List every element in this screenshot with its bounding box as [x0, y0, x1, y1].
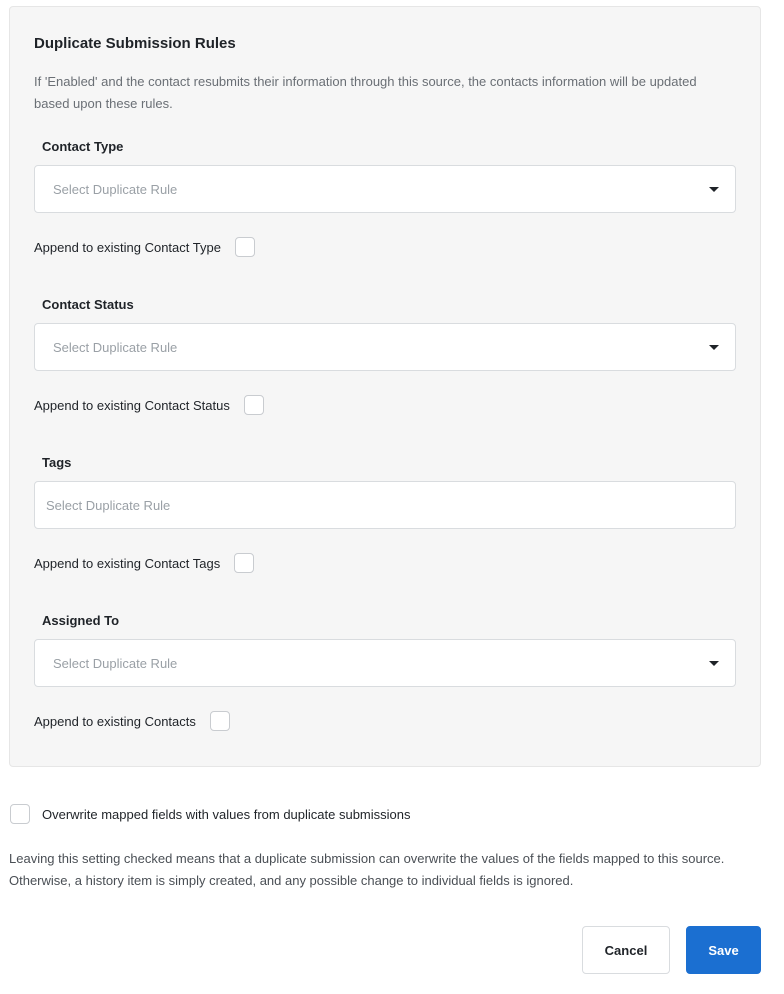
append-contact-type-row [34, 237, 255, 257]
contact-status-label: Contact Status [42, 297, 134, 312]
chevron-down-icon [709, 187, 719, 192]
append-contact-tags-row [34, 553, 254, 573]
contact-status-select[interactable] [34, 323, 736, 371]
tags-placeholder: Select Duplicate Rule [46, 498, 171, 513]
duplicate-rules-panel [9, 6, 761, 767]
section-description: If 'Enabled' and the contact resubmits their information through this source, the contacts information will be updated based upon these rules. [34, 74, 697, 111]
save-button[interactable]: Save [686, 926, 761, 974]
append-contact-tags-checkbox[interactable] [234, 553, 254, 573]
contact-status-placeholder: Select Duplicate Rule [53, 340, 178, 355]
overwrite-note: Leaving this setting checked means that a duplicate submission can overwrite the values of the fields mapped to this source. Otherwise, a history item is simply created, and any possible change to individual fields is ignored. [9, 851, 725, 888]
append-contact-type-checkbox[interactable] [235, 237, 255, 257]
append-contact-status-row [34, 395, 264, 415]
append-contact-tags-label: Append to existing Contact Tags [34, 555, 221, 571]
append-contacts-row [34, 711, 230, 731]
chevron-down-icon [709, 345, 719, 350]
assigned-to-label: Assigned To [42, 613, 120, 628]
append-contacts-label: Append to existing Contacts [34, 713, 196, 729]
assigned-to-placeholder: Select Duplicate Rule [53, 656, 178, 671]
section-title: Duplicate Submission Rules [34, 35, 236, 52]
tags-select[interactable] [34, 481, 736, 529]
contact-type-placeholder: Select Duplicate Rule [53, 182, 178, 197]
tags-label: Tags [42, 455, 72, 470]
overwrite-label: Overwrite mapped fields with values from duplicate submissions [42, 806, 411, 822]
append-contact-type-label: Append to existing Contact Type [34, 239, 221, 255]
contact-type-select[interactable] [34, 165, 736, 213]
overwrite-checkbox[interactable] [10, 804, 30, 824]
assigned-to-select[interactable] [34, 639, 736, 687]
overwrite-row [10, 804, 411, 824]
append-contact-status-label: Append to existing Contact Status [34, 397, 230, 413]
append-contacts-checkbox[interactable] [210, 711, 230, 731]
cancel-button[interactable]: Cancel [582, 926, 670, 974]
chevron-down-icon [709, 661, 719, 666]
contact-type-label: Contact Type [42, 139, 124, 154]
append-contact-status-checkbox[interactable] [244, 395, 264, 415]
